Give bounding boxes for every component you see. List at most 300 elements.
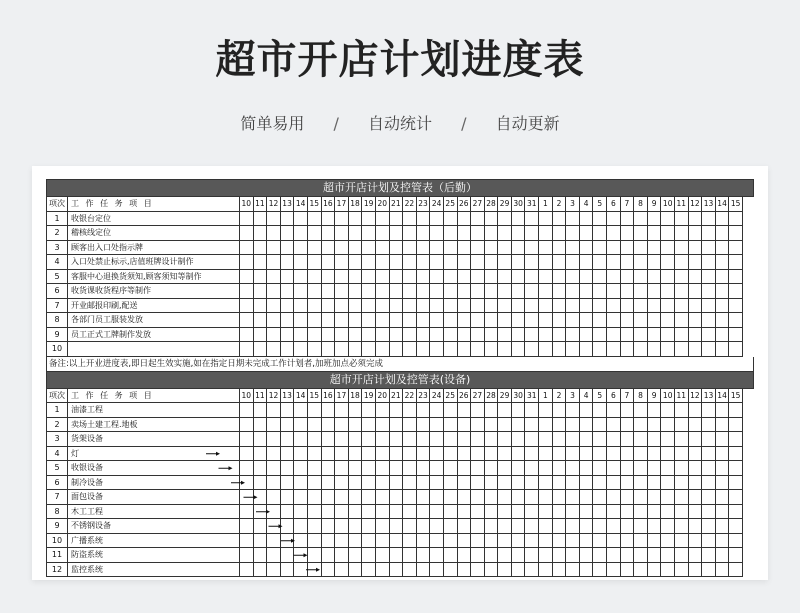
day-cell[interactable] <box>512 490 526 505</box>
day-cell[interactable] <box>281 476 295 491</box>
day-cell[interactable] <box>444 534 458 549</box>
day-cell[interactable] <box>729 342 743 357</box>
day-cell[interactable] <box>634 299 648 314</box>
day-cell[interactable] <box>267 241 281 256</box>
day-cell[interactable] <box>281 505 295 520</box>
day-cell[interactable] <box>607 299 621 314</box>
day-cell[interactable] <box>403 505 417 520</box>
day-cell[interactable] <box>240 563 254 578</box>
day-cell[interactable] <box>458 534 472 549</box>
day-cell[interactable] <box>675 505 689 520</box>
day-cell[interactable] <box>716 212 730 227</box>
day-cell[interactable] <box>689 270 703 285</box>
day-cell[interactable] <box>254 403 268 418</box>
day-cell[interactable] <box>458 284 472 299</box>
day-cell[interactable] <box>566 519 580 534</box>
day-cell[interactable] <box>294 342 308 357</box>
day-cell[interactable] <box>716 476 730 491</box>
day-cell[interactable] <box>729 403 743 418</box>
day-cell[interactable] <box>458 255 472 270</box>
day-cell[interactable] <box>417 403 431 418</box>
day-cell[interactable] <box>471 461 485 476</box>
day-cell[interactable] <box>403 563 417 578</box>
day-cell[interactable] <box>621 461 635 476</box>
day-cell[interactable] <box>648 476 662 491</box>
day-cell[interactable] <box>335 519 349 534</box>
day-cell[interactable] <box>689 299 703 314</box>
day-cell[interactable] <box>254 226 268 241</box>
day-cell[interactable] <box>553 299 567 314</box>
day-cell[interactable] <box>417 490 431 505</box>
day-cell[interactable] <box>716 284 730 299</box>
day-cell[interactable] <box>525 519 539 534</box>
day-cell[interactable] <box>349 328 363 343</box>
day-cell[interactable] <box>621 563 635 578</box>
day-cell[interactable] <box>376 241 390 256</box>
day-cell[interactable] <box>349 313 363 328</box>
day-cell[interactable] <box>539 461 553 476</box>
day-cell[interactable] <box>335 270 349 285</box>
day-cell[interactable] <box>648 328 662 343</box>
day-cell[interactable] <box>607 563 621 578</box>
day-cell[interactable] <box>390 534 404 549</box>
day-cell[interactable] <box>294 241 308 256</box>
day-cell[interactable] <box>322 432 336 447</box>
day-cell[interactable] <box>607 447 621 462</box>
day-cell[interactable] <box>294 548 308 563</box>
day-cell[interactable] <box>498 505 512 520</box>
day-cell[interactable] <box>281 313 295 328</box>
day-cell[interactable] <box>403 447 417 462</box>
day-cell[interactable] <box>593 548 607 563</box>
day-cell[interactable] <box>335 313 349 328</box>
day-cell[interactable] <box>294 447 308 462</box>
day-cell[interactable] <box>525 432 539 447</box>
day-cell[interactable] <box>553 505 567 520</box>
day-cell[interactable] <box>254 519 268 534</box>
day-cell[interactable] <box>512 461 526 476</box>
day-cell[interactable] <box>621 328 635 343</box>
day-cell[interactable] <box>593 418 607 433</box>
day-cell[interactable] <box>362 284 376 299</box>
day-cell[interactable] <box>390 476 404 491</box>
day-cell[interactable] <box>498 461 512 476</box>
day-cell[interactable] <box>621 519 635 534</box>
day-cell[interactable] <box>471 447 485 462</box>
day-cell[interactable] <box>458 490 472 505</box>
day-cell[interactable] <box>349 212 363 227</box>
day-cell[interactable] <box>471 432 485 447</box>
day-cell[interactable] <box>349 505 363 520</box>
day-cell[interactable] <box>294 299 308 314</box>
day-cell[interactable] <box>430 563 444 578</box>
day-cell[interactable] <box>716 432 730 447</box>
day-cell[interactable] <box>675 403 689 418</box>
day-cell[interactable] <box>634 447 648 462</box>
day-cell[interactable] <box>689 548 703 563</box>
day-cell[interactable] <box>267 548 281 563</box>
day-cell[interactable] <box>444 548 458 563</box>
day-cell[interactable] <box>702 328 716 343</box>
day-cell[interactable] <box>294 461 308 476</box>
day-cell[interactable] <box>689 241 703 256</box>
day-cell[interactable] <box>390 563 404 578</box>
day-cell[interactable] <box>498 490 512 505</box>
day-cell[interactable] <box>702 284 716 299</box>
row-index[interactable]: 12 <box>46 563 68 578</box>
day-cell[interactable] <box>729 226 743 241</box>
day-cell[interactable] <box>294 534 308 549</box>
day-cell[interactable] <box>362 241 376 256</box>
day-cell[interactable] <box>675 241 689 256</box>
row-task[interactable]: 收银台定位 <box>68 212 240 227</box>
day-cell[interactable] <box>485 563 499 578</box>
day-cell[interactable] <box>430 505 444 520</box>
day-cell[interactable] <box>512 328 526 343</box>
day-cell[interactable] <box>376 476 390 491</box>
day-cell[interactable] <box>648 226 662 241</box>
day-cell[interactable] <box>675 432 689 447</box>
day-cell[interactable] <box>322 534 336 549</box>
day-cell[interactable] <box>240 284 254 299</box>
row-index[interactable]: 7 <box>46 299 68 314</box>
day-cell[interactable] <box>403 461 417 476</box>
day-cell[interactable] <box>281 432 295 447</box>
day-cell[interactable] <box>689 519 703 534</box>
day-cell[interactable] <box>539 255 553 270</box>
day-cell[interactable] <box>240 505 254 520</box>
day-cell[interactable] <box>417 432 431 447</box>
day-cell[interactable] <box>294 255 308 270</box>
day-cell[interactable] <box>390 519 404 534</box>
day-cell[interactable] <box>281 299 295 314</box>
day-cell[interactable] <box>498 548 512 563</box>
day-cell[interactable] <box>444 418 458 433</box>
day-cell[interactable] <box>689 255 703 270</box>
day-cell[interactable] <box>471 270 485 285</box>
day-cell[interactable] <box>498 328 512 343</box>
day-cell[interactable] <box>512 284 526 299</box>
day-cell[interactable] <box>621 447 635 462</box>
day-cell[interactable] <box>566 432 580 447</box>
day-cell[interactable] <box>417 505 431 520</box>
day-cell[interactable] <box>376 212 390 227</box>
day-cell[interactable] <box>580 270 594 285</box>
day-cell[interactable] <box>539 432 553 447</box>
day-cell[interactable] <box>498 403 512 418</box>
day-cell[interactable] <box>403 284 417 299</box>
day-cell[interactable] <box>675 284 689 299</box>
day-cell[interactable] <box>403 313 417 328</box>
day-cell[interactable] <box>485 313 499 328</box>
day-cell[interactable] <box>729 418 743 433</box>
day-cell[interactable] <box>553 328 567 343</box>
day-cell[interactable] <box>254 534 268 549</box>
day-cell[interactable] <box>362 418 376 433</box>
day-cell[interactable] <box>634 212 648 227</box>
day-cell[interactable] <box>607 505 621 520</box>
day-cell[interactable] <box>702 490 716 505</box>
day-cell[interactable] <box>335 505 349 520</box>
day-cell[interactable] <box>566 548 580 563</box>
day-cell[interactable] <box>322 519 336 534</box>
day-cell[interactable] <box>390 270 404 285</box>
day-cell[interactable] <box>580 313 594 328</box>
day-cell[interactable] <box>267 563 281 578</box>
day-cell[interactable] <box>444 270 458 285</box>
day-cell[interactable] <box>281 490 295 505</box>
day-cell[interactable] <box>390 313 404 328</box>
day-cell[interactable] <box>349 241 363 256</box>
day-cell[interactable] <box>444 226 458 241</box>
day-cell[interactable] <box>729 519 743 534</box>
day-cell[interactable] <box>376 328 390 343</box>
day-cell[interactable] <box>661 284 675 299</box>
day-cell[interactable] <box>702 519 716 534</box>
day-cell[interactable] <box>308 241 322 256</box>
row-task[interactable]: 稽核线定位 <box>68 226 240 241</box>
day-cell[interactable] <box>525 299 539 314</box>
day-cell[interactable] <box>512 432 526 447</box>
day-cell[interactable] <box>335 403 349 418</box>
day-cell[interactable] <box>512 563 526 578</box>
day-cell[interactable] <box>362 342 376 357</box>
day-cell[interactable] <box>607 418 621 433</box>
day-cell[interactable] <box>648 284 662 299</box>
day-cell[interactable] <box>362 534 376 549</box>
day-cell[interactable] <box>349 548 363 563</box>
day-cell[interactable] <box>675 418 689 433</box>
day-cell[interactable] <box>661 241 675 256</box>
row-index[interactable]: 7 <box>46 490 68 505</box>
day-cell[interactable] <box>648 432 662 447</box>
day-cell[interactable] <box>539 299 553 314</box>
day-cell[interactable] <box>689 284 703 299</box>
day-cell[interactable] <box>362 447 376 462</box>
day-cell[interactable] <box>498 284 512 299</box>
day-cell[interactable] <box>661 255 675 270</box>
day-cell[interactable] <box>539 548 553 563</box>
day-cell[interactable] <box>485 548 499 563</box>
day-cell[interactable] <box>444 519 458 534</box>
day-cell[interactable] <box>580 563 594 578</box>
day-cell[interactable] <box>498 447 512 462</box>
day-cell[interactable] <box>689 447 703 462</box>
day-cell[interactable] <box>362 548 376 563</box>
day-cell[interactable] <box>322 270 336 285</box>
row-task[interactable]: 不锈钢设备 <box>68 519 240 534</box>
row-index[interactable]: 5 <box>46 461 68 476</box>
day-cell[interactable] <box>566 313 580 328</box>
day-cell[interactable] <box>267 490 281 505</box>
day-cell[interactable] <box>403 403 417 418</box>
day-cell[interactable] <box>430 418 444 433</box>
day-cell[interactable] <box>240 328 254 343</box>
day-cell[interactable] <box>716 548 730 563</box>
day-cell[interactable] <box>648 270 662 285</box>
day-cell[interactable] <box>362 490 376 505</box>
day-cell[interactable] <box>294 563 308 578</box>
day-cell[interactable] <box>254 461 268 476</box>
day-cell[interactable] <box>458 461 472 476</box>
day-cell[interactable] <box>648 548 662 563</box>
day-cell[interactable] <box>675 519 689 534</box>
day-cell[interactable] <box>240 212 254 227</box>
day-cell[interactable] <box>539 519 553 534</box>
day-cell[interactable] <box>485 270 499 285</box>
day-cell[interactable] <box>512 418 526 433</box>
day-cell[interactable] <box>267 403 281 418</box>
day-cell[interactable] <box>525 342 539 357</box>
day-cell[interactable] <box>593 563 607 578</box>
row-task[interactable]: 灯 <box>68 447 240 462</box>
day-cell[interactable] <box>621 342 635 357</box>
day-cell[interactable] <box>362 226 376 241</box>
row-task[interactable]: 防盗系统 <box>68 548 240 563</box>
day-cell[interactable] <box>729 328 743 343</box>
day-cell[interactable] <box>444 476 458 491</box>
day-cell[interactable] <box>390 505 404 520</box>
day-cell[interactable] <box>553 226 567 241</box>
day-cell[interactable] <box>281 563 295 578</box>
day-cell[interactable] <box>403 519 417 534</box>
day-cell[interactable] <box>525 505 539 520</box>
row-task[interactable]: 收银设备 <box>68 461 240 476</box>
day-cell[interactable] <box>661 403 675 418</box>
day-cell[interactable] <box>648 313 662 328</box>
day-cell[interactable] <box>376 519 390 534</box>
day-cell[interactable] <box>485 418 499 433</box>
day-cell[interactable] <box>281 212 295 227</box>
day-cell[interactable] <box>593 342 607 357</box>
row-index[interactable]: 8 <box>46 313 68 328</box>
row-task[interactable]: 货架设备 <box>68 432 240 447</box>
day-cell[interactable] <box>498 534 512 549</box>
day-cell[interactable] <box>281 226 295 241</box>
day-cell[interactable] <box>634 432 648 447</box>
day-cell[interactable] <box>322 313 336 328</box>
day-cell[interactable] <box>689 563 703 578</box>
row-task[interactable]: 制冷设备 <box>68 476 240 491</box>
day-cell[interactable] <box>553 490 567 505</box>
day-cell[interactable] <box>634 476 648 491</box>
day-cell[interactable] <box>240 270 254 285</box>
day-cell[interactable] <box>471 342 485 357</box>
day-cell[interactable] <box>675 534 689 549</box>
day-cell[interactable] <box>593 432 607 447</box>
day-cell[interactable] <box>240 461 254 476</box>
day-cell[interactable] <box>593 519 607 534</box>
day-cell[interactable] <box>430 403 444 418</box>
day-cell[interactable] <box>430 447 444 462</box>
day-cell[interactable] <box>267 432 281 447</box>
day-cell[interactable] <box>716 563 730 578</box>
day-cell[interactable] <box>254 342 268 357</box>
day-cell[interactable] <box>335 461 349 476</box>
day-cell[interactable] <box>281 255 295 270</box>
row-task[interactable]: 顾客出入口处指示牌 <box>68 241 240 256</box>
day-cell[interactable] <box>294 212 308 227</box>
day-cell[interactable] <box>553 418 567 433</box>
day-cell[interactable] <box>498 270 512 285</box>
day-cell[interactable] <box>621 299 635 314</box>
day-cell[interactable] <box>675 313 689 328</box>
day-cell[interactable] <box>417 299 431 314</box>
day-cell[interactable] <box>430 519 444 534</box>
day-cell[interactable] <box>702 505 716 520</box>
day-cell[interactable] <box>580 447 594 462</box>
day-cell[interactable] <box>335 212 349 227</box>
day-cell[interactable] <box>702 342 716 357</box>
day-cell[interactable] <box>308 461 322 476</box>
day-cell[interactable] <box>729 490 743 505</box>
day-cell[interactable] <box>607 519 621 534</box>
day-cell[interactable] <box>335 226 349 241</box>
day-cell[interactable] <box>335 490 349 505</box>
day-cell[interactable] <box>308 534 322 549</box>
day-cell[interactable] <box>593 476 607 491</box>
day-cell[interactable] <box>607 432 621 447</box>
day-cell[interactable] <box>729 255 743 270</box>
day-cell[interactable] <box>512 534 526 549</box>
day-cell[interactable] <box>675 476 689 491</box>
day-cell[interactable] <box>716 342 730 357</box>
day-cell[interactable] <box>634 490 648 505</box>
day-cell[interactable] <box>471 418 485 433</box>
day-cell[interactable] <box>498 241 512 256</box>
day-cell[interactable] <box>566 505 580 520</box>
day-cell[interactable] <box>362 212 376 227</box>
day-cell[interactable] <box>417 270 431 285</box>
day-cell[interactable] <box>593 284 607 299</box>
day-cell[interactable] <box>308 548 322 563</box>
day-cell[interactable] <box>471 519 485 534</box>
day-cell[interactable] <box>634 534 648 549</box>
day-cell[interactable] <box>308 212 322 227</box>
day-cell[interactable] <box>593 226 607 241</box>
day-cell[interactable] <box>634 226 648 241</box>
day-cell[interactable] <box>661 447 675 462</box>
day-cell[interactable] <box>607 255 621 270</box>
day-cell[interactable] <box>267 299 281 314</box>
day-cell[interactable] <box>525 418 539 433</box>
day-cell[interactable] <box>294 476 308 491</box>
day-cell[interactable] <box>648 299 662 314</box>
day-cell[interactable] <box>322 490 336 505</box>
day-cell[interactable] <box>648 490 662 505</box>
day-cell[interactable] <box>308 447 322 462</box>
day-cell[interactable] <box>430 490 444 505</box>
day-cell[interactable] <box>267 534 281 549</box>
day-cell[interactable] <box>553 241 567 256</box>
day-cell[interactable] <box>254 476 268 491</box>
day-cell[interactable] <box>335 328 349 343</box>
day-cell[interactable] <box>362 270 376 285</box>
day-cell[interactable] <box>240 476 254 491</box>
day-cell[interactable] <box>621 490 635 505</box>
day-cell[interactable] <box>566 563 580 578</box>
day-cell[interactable] <box>661 548 675 563</box>
day-cell[interactable] <box>675 461 689 476</box>
day-cell[interactable] <box>593 299 607 314</box>
day-cell[interactable] <box>362 505 376 520</box>
day-cell[interactable] <box>267 284 281 299</box>
day-cell[interactable] <box>403 432 417 447</box>
day-cell[interactable] <box>376 534 390 549</box>
day-cell[interactable] <box>566 284 580 299</box>
day-cell[interactable] <box>593 313 607 328</box>
day-cell[interactable] <box>417 519 431 534</box>
